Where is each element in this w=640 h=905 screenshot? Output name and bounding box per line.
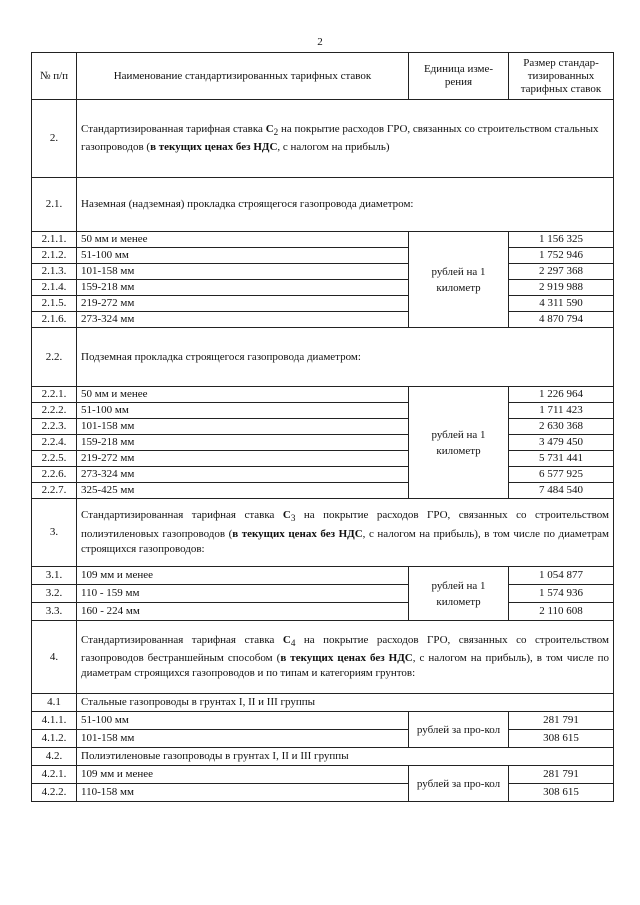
table-row [32, 248, 614, 264]
row-num: 2.1.4. [32, 280, 77, 296]
header-size: Размер стандар-тизированных тарифных ставок [509, 53, 614, 100]
row-num: 4.1.2. [32, 730, 77, 748]
row-name: 273-324 мм [77, 312, 409, 328]
page-number: 2 [317, 36, 323, 48]
unit-cell: рублей на 1 километр [409, 387, 509, 499]
table-row [32, 403, 614, 419]
table-row [32, 712, 614, 730]
tariff-table [31, 52, 614, 802]
section-title: Наземная (надземная) прокладка строящегося газопровода диаметром: [77, 178, 614, 232]
table-row [32, 280, 614, 296]
section-3-row [32, 499, 614, 567]
table-row [32, 296, 614, 312]
row-name: 51-100 мм [77, 712, 409, 730]
table-row [32, 766, 614, 784]
row-value: 4 311 590 [509, 296, 614, 312]
row-name: 159-218 мм [77, 435, 409, 451]
row-value: 281 791 [509, 712, 614, 730]
table-row [32, 603, 614, 621]
row-value: 281 791 [509, 766, 614, 784]
row-num: 4.2.2. [32, 784, 77, 802]
row-num: 2.1.3. [32, 264, 77, 280]
section-4-row [32, 621, 614, 694]
row-name: 101-158 мм [77, 730, 409, 748]
row-num: 3. [32, 499, 77, 567]
header-unit: Единица изме-рения [409, 53, 509, 100]
section-title: Полиэтиленовые газопроводы в грунтах I, II и III группы [77, 748, 614, 766]
table-row [32, 312, 614, 328]
table-row [32, 387, 614, 403]
row-value: 2 297 368 [509, 264, 614, 280]
row-num: 2.1. [32, 178, 77, 232]
unit-cell: рублей на 1 километр [409, 232, 509, 328]
table-row [32, 467, 614, 483]
row-value: 1 711 423 [509, 403, 614, 419]
row-num: 2.2. [32, 328, 77, 387]
header-name: Наименование стандартизированных тарифных ставок [77, 53, 409, 100]
row-name: 110 - 159 мм [77, 585, 409, 603]
row-name: 273-324 мм [77, 467, 409, 483]
unit-cell: рублей на 1 километр [409, 567, 509, 621]
row-num: 2.1.6. [32, 312, 77, 328]
row-num: 4.2. [32, 748, 77, 766]
row-name: 50 мм и менее [77, 232, 409, 248]
row-value: 3 479 450 [509, 435, 614, 451]
row-value: 1 226 964 [509, 387, 614, 403]
table-row [32, 730, 614, 748]
row-value: 1 156 325 [509, 232, 614, 248]
row-value: 4 870 794 [509, 312, 614, 328]
row-name: 110-158 мм [77, 784, 409, 802]
table-row [32, 451, 614, 467]
row-num: 3.1. [32, 567, 77, 585]
section-2-row [32, 100, 614, 178]
row-name: 109 мм и менее [77, 567, 409, 585]
table-row [32, 264, 614, 280]
row-name: 51-100 мм [77, 248, 409, 264]
row-num: 2.1.5. [32, 296, 77, 312]
section-title: Подземная прокладка строящегося газопровода диаметром: [77, 328, 614, 387]
table-row [32, 419, 614, 435]
row-name: 101-158 мм [77, 264, 409, 280]
unit-cell: рублей за про-кол [409, 766, 509, 802]
row-num: 4.1.1. [32, 712, 77, 730]
table-row [32, 585, 614, 603]
header-row [32, 53, 614, 100]
section-4-2-row [32, 748, 614, 766]
row-num: 2.2.1. [32, 387, 77, 403]
row-value: 1 574 936 [509, 585, 614, 603]
row-value: 6 577 925 [509, 467, 614, 483]
row-value: 1 054 877 [509, 567, 614, 585]
row-name: 159-218 мм [77, 280, 409, 296]
row-num: 2.1.2. [32, 248, 77, 264]
row-name: 51-100 мм [77, 403, 409, 419]
row-num: 3.3. [32, 603, 77, 621]
table-row [32, 567, 614, 585]
section-4-1-row [32, 694, 614, 712]
section-2-2-row [32, 328, 614, 387]
row-num: 2.1.1. [32, 232, 77, 248]
row-name: 50 мм и менее [77, 387, 409, 403]
row-value: 2 919 988 [509, 280, 614, 296]
row-value: 7 484 540 [509, 483, 614, 499]
row-num: 2.2.3. [32, 419, 77, 435]
row-num: 2.2.2. [32, 403, 77, 419]
row-value: 2 110 608 [509, 603, 614, 621]
row-name: 325-425 мм [77, 483, 409, 499]
row-num: 4. [32, 621, 77, 694]
header-num: № п/п [32, 53, 77, 100]
section-2-1-row [32, 178, 614, 232]
row-name: 109 мм и менее [77, 766, 409, 784]
row-value: 2 630 368 [509, 419, 614, 435]
row-num: 2.2.6. [32, 467, 77, 483]
row-name: 219-272 мм [77, 296, 409, 312]
table-row [32, 784, 614, 802]
row-num: 2.2.5. [32, 451, 77, 467]
row-name: 219-272 мм [77, 451, 409, 467]
row-num: 4.1 [32, 694, 77, 712]
row-num: 4.2.1. [32, 766, 77, 784]
row-num: 2. [32, 100, 77, 178]
row-value: 308 615 [509, 730, 614, 748]
table-row [32, 435, 614, 451]
section-4-text: Стандартизированная тарифная ставка $С_4$ на покрытие расходов ГРО, связанных со строительством газопроводов бестраншейным способом (в текущих ценах без НДС, с налогом на прибыль), в том числе по диаметрам строящихся газопроводов и по типам и категориям грунтов: [77, 621, 614, 694]
row-value: 5 731 441 [509, 451, 614, 467]
table-row [32, 232, 614, 248]
row-num: 2.2.4. [32, 435, 77, 451]
row-num: 2.2.7. [32, 483, 77, 499]
unit-cell: рублей за про-кол [409, 712, 509, 748]
section-title: Стальные газопроводы в грунтах I, II и III группы [77, 694, 614, 712]
section-3-text: Стандартизированная тарифная ставка $С_3$ на покрытие расходов ГРО, связанных со строительством полиэтиленовых газопроводов (в текущих ценах без НДС, с налогом на прибыль), в том числе по диаметрам строящихся газопроводов: [77, 499, 614, 567]
section-2-text: Стандартизированная тарифная ставка $С_2$ на покрытие расходов ГРО, связанных со строительством стальных газопроводов (в текущих ценах без НДС, с налогом на прибыль) [77, 100, 614, 178]
table-row [32, 483, 614, 499]
row-num: 3.2. [32, 585, 77, 603]
row-name: 101-158 мм [77, 419, 409, 435]
row-value: 308 615 [509, 784, 614, 802]
row-name: 160 - 224 мм [77, 603, 409, 621]
row-value: 1 752 946 [509, 248, 614, 264]
